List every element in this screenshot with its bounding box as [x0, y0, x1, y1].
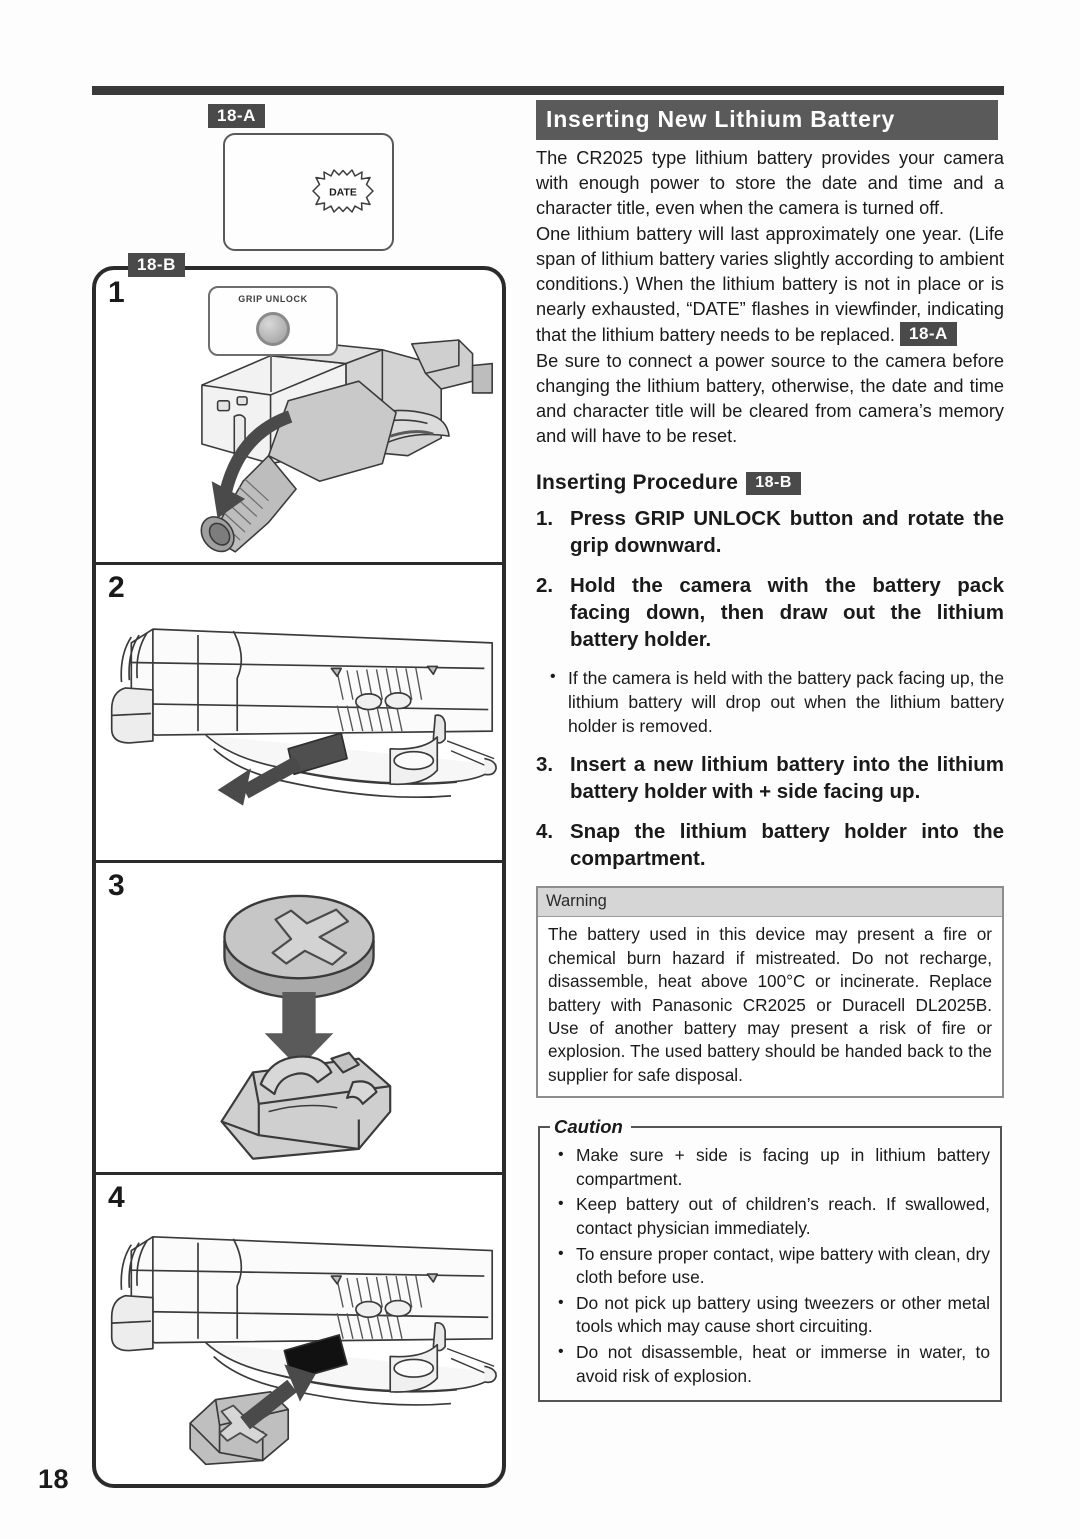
procedure-step [536, 818, 1004, 872]
inline-ref-badge-18a: 18-A [900, 322, 957, 346]
figure-panel-4 [96, 1175, 502, 1485]
holder-snap-into-compartment-art [96, 1175, 502, 1485]
coin-battery-into-holder-art [96, 863, 502, 1172]
caution-item: • Make sure + side is facing up in lithium battery compartment. [550, 1144, 990, 1191]
figure-panel-number: 2 [108, 571, 125, 604]
step-number: 2. [536, 574, 554, 598]
procedure-heading [536, 471, 1004, 495]
inline-ref-badge-18b: 18-B [746, 472, 801, 495]
svg-text:DATE: DATE [329, 186, 357, 199]
caution-item: • Do not disassemble, heat or immerse in water, to avoid risk of explosion. [550, 1341, 990, 1388]
step-2-note-list [536, 666, 1004, 738]
date-flash-burst-icon [311, 169, 375, 213]
caution-title: Caution [554, 1116, 623, 1138]
warning-title: Warning [538, 888, 1002, 917]
figure-ref-badge-18a: 18-A [208, 104, 265, 128]
grip-unlock-callout [208, 286, 338, 356]
procedure-figure-stack [92, 266, 506, 1488]
warning-box [536, 886, 1004, 1098]
viewfinder-illustration [223, 133, 394, 251]
step-note-item: • If the camera is held with the battery pack facing up, the lithium battery will drop out when the lithium battery holder is removed. [536, 666, 1004, 738]
figure-panel-number: 1 [108, 276, 125, 309]
intro-paragraph-2 [536, 222, 1004, 349]
camera-underside-holder-out-art [96, 565, 502, 860]
step-text: Snap the lithium battery holder into the compartment. [570, 820, 1004, 871]
caution-list [550, 1144, 990, 1388]
procedure-step [536, 505, 1004, 559]
section-title: Inserting New Lithium Battery [536, 100, 998, 140]
figure-panel-number: 4 [108, 1181, 125, 1214]
step-number: 1. [536, 507, 554, 531]
figure-panel-2 [96, 565, 502, 863]
figure-panel-3 [96, 863, 502, 1175]
grip-unlock-label: GRIP UNLOCK [238, 294, 308, 304]
caution-item: • To ensure proper contact, wipe battery with clean, dry cloth before use. [550, 1243, 990, 1290]
callout-leader-line [270, 352, 272, 392]
warning-body [538, 917, 1002, 1096]
procedure-step [536, 751, 1004, 805]
caution-box [538, 1116, 1002, 1402]
figure-panel-number: 3 [108, 869, 125, 902]
procedure-step [536, 572, 1004, 653]
step-number: 3. [536, 753, 554, 777]
step-text: Insert a new lithium battery into the lithium battery holder with + side facing up. [570, 753, 1004, 804]
procedure-step-list [536, 505, 1004, 872]
warning-text: The battery used in this device may present a fire or chemical burn hazard if mistreated. Do not recharge, disassemble, heat above 100°C or incinerate. Replace battery with Panasonic CR2025 or Duracell DL2025B. Use of another battery may present a risk of fire or explosion. The used battery should be handed back to the supplier for safe disposal. [548, 924, 992, 1085]
intro-paragraph-2-text: One lithium battery will last approximately one year. (Life span of lithium battery varies slightly according to ambient conditions.) When the lithium battery is not in place or is nearly exhausted, “DATE” flashes in viewfinder, indicating that the lithium battery needs to be replaced. [536, 223, 1004, 346]
figure-ref-badge-18b: 18-B [128, 253, 185, 277]
caution-item: • Do not pick up battery using tweezers or other metal tools which may cause short circuiting. [550, 1292, 990, 1339]
grip-unlock-button-icon [256, 312, 290, 346]
step-number: 4. [536, 820, 554, 844]
page-number: 18 [38, 1464, 70, 1494]
step-text: Hold the camera with the battery pack facing down, then draw out the lithium battery holder. [570, 574, 1004, 652]
figure-column [92, 96, 510, 1496]
content-column [536, 100, 1004, 1402]
figure-panel-1 [96, 270, 502, 565]
caution-item: • Keep battery out of children’s reach. If swallowed, contact physician immediately. [550, 1193, 990, 1240]
intro-paragraph-1: The CR2025 type lithium battery provides your camera with enough power to store the date and time and a character title, even when the camera is turned off. [536, 148, 1004, 219]
page-top-rule [92, 86, 1004, 95]
intro-paragraph-3: Be sure to connect a power source to the camera before changing the lithium battery, otherwise, the date and time and character title will be cleared from camera’s memory and will have to be reset. [536, 350, 1004, 447]
step-text: Press GRIP UNLOCK button and rotate the grip downward. [570, 507, 1004, 558]
procedure-heading-text: Inserting Procedure [536, 471, 739, 495]
